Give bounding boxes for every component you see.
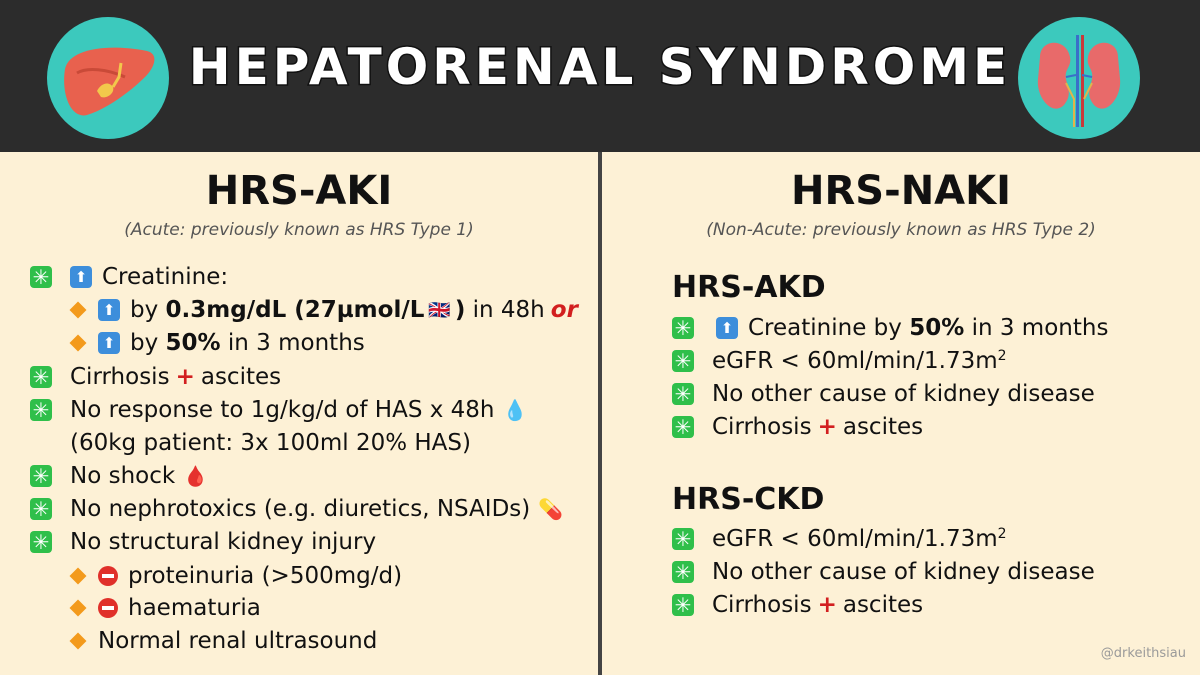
text: No structural kidney injury [70,529,377,555]
text: in 3 months [964,315,1109,341]
aki-ultrasound-line [68,628,377,654]
aki-nephrotoxics-line [30,496,563,522]
akd-creatinine-line [672,315,1108,341]
percent-value: 50% [165,330,221,356]
text: No shock [70,463,176,489]
superscript: 2 [997,526,1007,542]
text: eGFR < 60ml/min/1.73m [712,348,998,374]
check-icon: ✳ [672,350,694,372]
aki-creatinine-line [30,264,228,290]
droplet-icon: 💧 [502,398,528,422]
check-icon: ✳ [30,531,52,553]
pill-icon: 💊 [538,497,564,521]
kidneys-icon [1018,17,1140,139]
check-icon: ✳ [672,416,694,438]
check-icon: ✳ [30,399,52,421]
diamond-bullet-icon [70,568,87,585]
check-icon: ✳ [672,561,694,583]
aki-cirrhosis-line [30,364,281,390]
ckd-other-cause-line [672,559,1095,585]
aki-no-shock-line [30,463,208,489]
text: in 3 months [220,330,365,356]
no-entry-icon [98,566,118,586]
akd-other-cause-line [672,381,1095,407]
text: by [130,330,166,356]
aki-haematuria-line [68,595,261,621]
text: Cirrhosis [712,414,812,440]
text: haematuria [128,595,261,621]
text: No response to 1g/kg/d of HAS x 48h [70,397,495,423]
text: ascites [842,414,924,440]
check-icon: ✳ [30,498,52,520]
no-entry-icon [98,598,118,618]
or-label: or [550,297,578,323]
superscript: 2 [997,348,1007,364]
hrs-akd-heading: HRS-AKD [672,270,826,305]
akd-egfr-line [672,348,1007,374]
diamond-bullet-icon [70,302,87,319]
text: Cirrhosis [712,592,812,618]
aki-creatinine-rise-line [68,297,578,323]
hrs-naki-title: HRS-NAKI [791,168,1011,214]
uk-flag-icon: 🇬🇧 [428,299,451,321]
author-handle: @drkeithsiau [1100,646,1186,661]
hrs-ckd-heading: HRS-CKD [672,482,825,517]
text: in 48h [465,297,545,323]
text: ascites [200,364,282,390]
text: Normal renal ultrasound [98,628,378,654]
aki-creatinine-percent-line [68,330,365,356]
up-arrow-icon: ⬆ [716,317,738,339]
text: No other cause of kidney disease [712,559,1095,585]
up-arrow-icon: ⬆ [98,299,120,321]
akd-cirrhosis-line [672,414,923,440]
diamond-bullet-icon [70,633,87,650]
check-icon: ✳ [672,317,694,339]
plus-icon: + [817,414,837,440]
check-icon: ✳ [672,594,694,616]
kidney-badge [1018,17,1140,139]
page-title: HEPATORENAL SYNDROME [188,38,1012,96]
creatinine-threshold: 0.3mg/dL (27µmol/L [165,297,425,323]
check-icon: ✳ [30,465,52,487]
percent-value: 50% [909,315,965,341]
text: ) [454,297,466,323]
hrs-naki-subtitle: (Non-Acute: previously known as HRS Type 2) [706,220,1096,240]
diamond-bullet-icon [70,600,87,617]
ckd-egfr-line [672,526,1007,552]
aki-structural-line [30,529,376,555]
text: ascites [842,592,924,618]
text: No nephrotoxics (e.g. diuretics, NSAIDs) [70,496,531,522]
text: Creatinine by [748,315,910,341]
text: proteinuria (>500mg/d) [128,563,403,589]
blood-drop-icon: 🩸 [183,464,209,488]
up-arrow-icon: ⬆ [70,266,92,288]
aki-creatinine-label: Creatinine: [102,264,229,290]
ckd-cirrhosis-line [672,592,923,618]
text: Cirrhosis [70,364,170,390]
hrs-aki-title: HRS-AKI [205,168,393,214]
diamond-bullet-icon [70,335,87,352]
check-icon: ✳ [30,366,52,388]
aki-has-line [30,397,527,423]
aki-has-example-line [70,430,471,456]
text: (60kg patient: 3x 100ml 20% HAS) [70,430,471,456]
check-icon: ✳ [30,266,52,288]
aki-proteinuria-line [68,563,402,589]
text: eGFR < 60ml/min/1.73m [712,526,998,552]
plus-icon: + [175,364,195,390]
hrs-aki-subtitle: (Acute: previously known as HRS Type 1) [124,220,474,240]
text: No other cause of kidney disease [712,381,1095,407]
check-icon: ✳ [672,528,694,550]
up-arrow-icon: ⬆ [98,332,120,354]
text: by [130,297,166,323]
check-icon: ✳ [672,383,694,405]
plus-icon: + [817,592,837,618]
